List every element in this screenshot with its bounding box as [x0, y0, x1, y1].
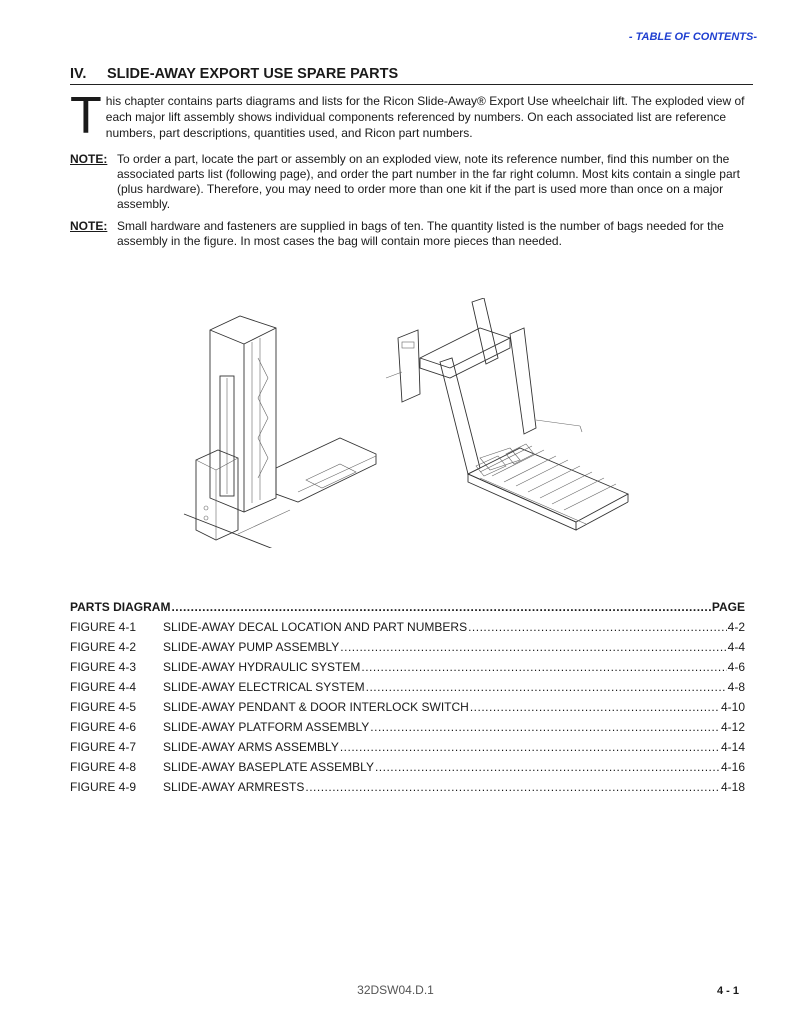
- stowed-lift-drawing: [184, 316, 376, 548]
- note-text: Small hardware and fasteners are supplied in bags of ten. The quantity listed is the number of bags needed for the assembly in the figure. In most cases the bag will contain more pieces than needed.: [117, 219, 724, 248]
- toc-header-page: PAGE: [711, 600, 745, 614]
- toc-entry[interactable]: [70, 614, 745, 634]
- note-ordering: [70, 152, 745, 212]
- note-label: NOTE:: [70, 219, 108, 233]
- toc-figure-title: SLIDE-AWAY ARMRESTS: [163, 780, 305, 794]
- toc-figure-number: FIGURE 4-5: [70, 700, 137, 714]
- deployed-lift-drawing: [386, 298, 628, 530]
- toc-figure-number: FIGURE 4-6: [70, 720, 137, 734]
- toc-figure-title: SLIDE-AWAY PUMP ASSEMBLY: [163, 640, 340, 654]
- note-text: To order a part, locate the part or assembly on an exploded view, note its reference number, find this number on the associated parts list (following page), and order the part number in the far right column. Most kits contain a single part (plus hardware). Therefore, you may need to order more than one kit if the part is used more than once on a major assembly.: [117, 152, 740, 211]
- toc-page-number: 4-12: [720, 720, 745, 734]
- section-number: IV.: [70, 66, 87, 82]
- note-label: NOTE:: [70, 152, 108, 166]
- toc-figure-number: FIGURE 4-9: [70, 780, 137, 794]
- toc-entry[interactable]: [70, 754, 745, 774]
- toc-page-number: 4-10: [720, 700, 745, 714]
- toc-figure-number: FIGURE 4-2: [70, 640, 137, 654]
- toc-figure-title: SLIDE-AWAY PLATFORM ASSEMBLY: [163, 720, 370, 734]
- toc-entry[interactable]: [70, 714, 745, 734]
- toc-page-number: 4-2: [727, 620, 745, 634]
- intro-paragraph: [70, 87, 745, 145]
- document-id: 32DSW04.D.1: [357, 983, 434, 997]
- toc-figure-number: FIGURE 4-7: [70, 740, 137, 754]
- page-number: 4 - 1: [716, 985, 739, 997]
- toc-entry[interactable]: [70, 634, 745, 654]
- toc-figure-title: SLIDE-AWAY ELECTRICAL SYSTEM: [163, 680, 365, 694]
- toc-page-number: 4-16: [720, 760, 745, 774]
- toc-figure-number: FIGURE 4-8: [70, 760, 137, 774]
- toc-entry[interactable]: [70, 734, 745, 754]
- lift-line-drawing: [180, 298, 640, 548]
- toc-entry[interactable]: [70, 694, 745, 714]
- toc-figure-title: SLIDE-AWAY HYDRAULIC SYSTEM: [163, 660, 361, 674]
- toc-figure-title: SLIDE-AWAY BASEPLATE ASSEMBLY: [163, 760, 374, 774]
- toc-figure-number: FIGURE 4-4: [70, 680, 137, 694]
- toc-header-label: PARTS DIAGRAM: [70, 600, 171, 614]
- lift-illustrations: [180, 298, 640, 548]
- section-heading: [70, 66, 753, 85]
- toc-figure-title: SLIDE-AWAY DECAL LOCATION AND PART NUMBERS: [163, 620, 468, 634]
- table-of-contents-link[interactable]: - TABLE OF CONTENTS-: [628, 31, 757, 43]
- toc-figure-number: FIGURE 4-1: [70, 620, 137, 634]
- drop-cap: T: [70, 87, 102, 145]
- intro-text: his chapter contains parts diagrams and lists for the Ricon Slide-Away® Export Use wheelchair lift. The exploded view of each major lift assembly shows individual components referenced by numbers. On each associated list are reference numbers, part descriptions, quantities used, and Ricon part numbers.: [105, 94, 745, 140]
- toc-page-number: 4-6: [727, 660, 745, 674]
- toc-header-row: [70, 594, 745, 614]
- toc-figure-title: SLIDE-AWAY PENDANT & DOOR INTERLOCK SWITCH: [163, 700, 469, 714]
- toc-page-number: 4-18: [720, 780, 745, 794]
- toc-entry[interactable]: [70, 774, 745, 794]
- toc-figure-title: SLIDE-AWAY ARMS ASSEMBLY: [163, 740, 339, 754]
- note-hardware: [70, 219, 745, 249]
- section-title: SLIDE-AWAY EXPORT USE SPARE PARTS: [107, 66, 399, 82]
- toc-figure-number: FIGURE 4-3: [70, 660, 137, 674]
- toc-entry[interactable]: [70, 674, 745, 694]
- parts-diagram-table: [70, 594, 745, 794]
- toc-page-number: 4-8: [727, 680, 745, 694]
- toc-page-number: 4-14: [720, 740, 745, 754]
- toc-entry[interactable]: [70, 654, 745, 674]
- toc-page-number: 4-4: [727, 640, 745, 654]
